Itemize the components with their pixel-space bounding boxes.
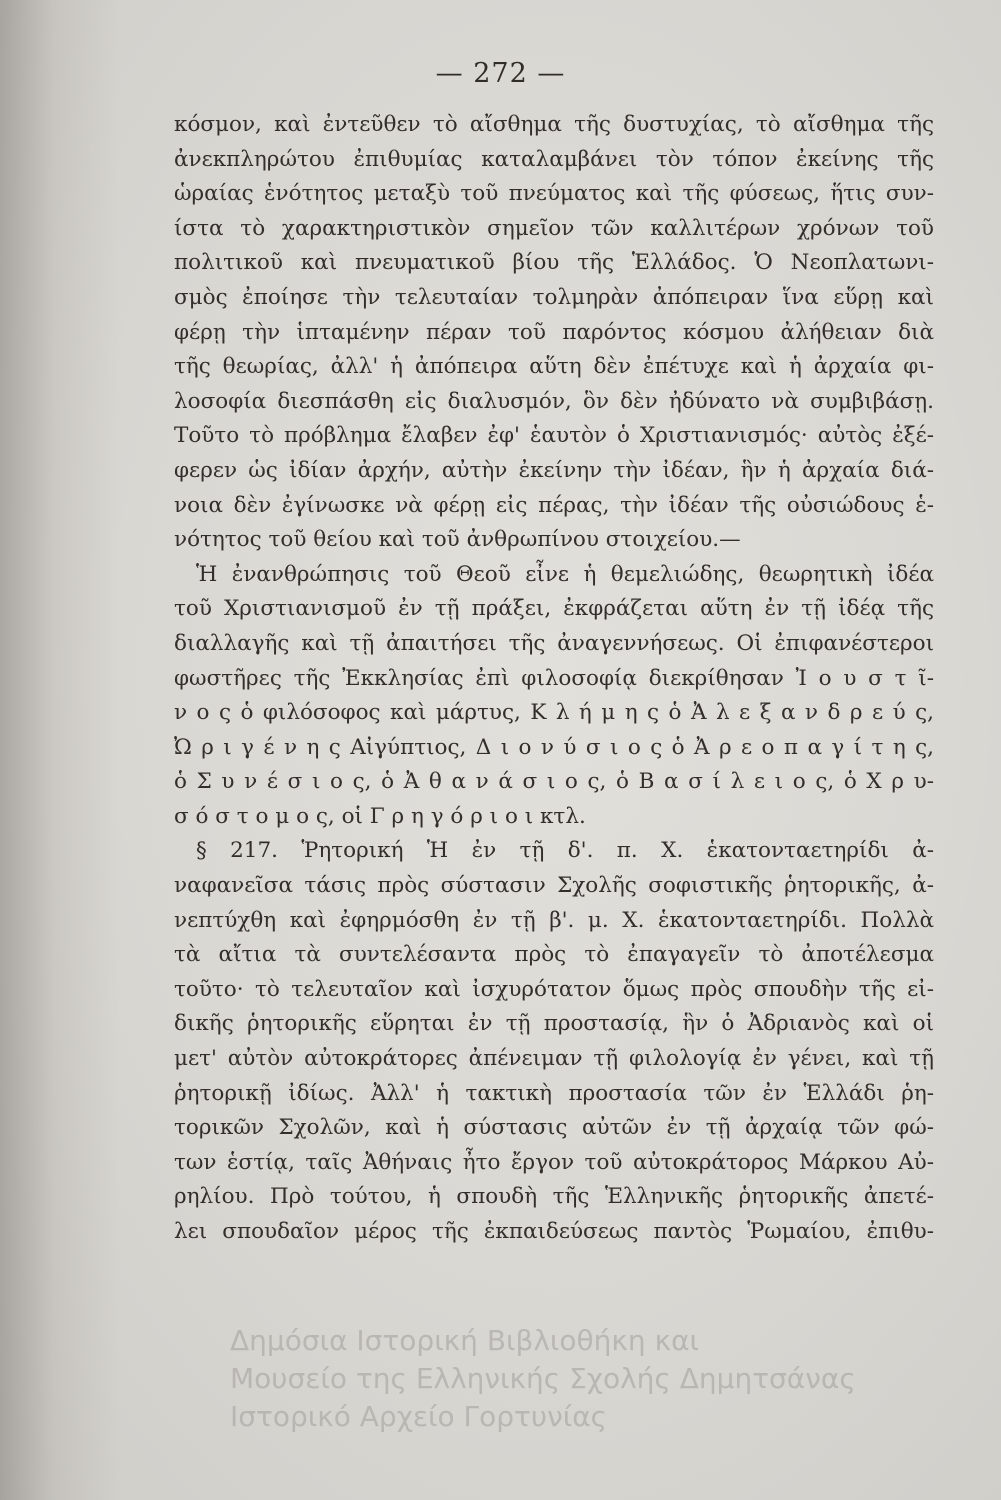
text-line: ὡραίας ἑνότητος μεταξὺ τοῦ πνεύματος καὶ τῆς φύσεως, ἥτις συν- <box>174 181 934 207</box>
text-line: ρηλίου. Πρὸ τούτου, ἡ σπουδὴ τῆς Ἑλληνικῆς ῥητορικῆς ἀπετέ- <box>174 1184 934 1210</box>
watermark-line: Μουσείο της Ελληνικής Σχολής Δημητσάνας <box>230 1362 856 1395</box>
text-line: νοια δὲν ἐγίνωσκε νὰ φέρῃ εἰς πέρας, τὴν ἰδέαν τῆς οὐσιώδους ἑ- <box>174 492 934 518</box>
text-line: πολιτικοῦ καὶ πνευματικοῦ βίου τῆς Ἑλλάδος. Ὁ Νεοπλατωνι- <box>174 250 934 276</box>
text-line: τῆς θεωρίας, ἀλλ' ἡ ἀπόπειρα αὕτη δὲν ἐπέτυχε καὶ ἡ ἀρχαία φι- <box>174 354 934 380</box>
text-line: Ἡ ἐνανθρώπησις τοῦ Θεοῦ εἶνε ἡ θεμελιώδης, θεωρητικὴ ἰδέα <box>196 561 934 587</box>
text-line: φερεν ὡς ἰδίαν ἀρχήν, αὐτὴν ἐκείνην τὴν ἰδέαν, ἣν ἡ ἀρχαία διά- <box>174 457 934 483</box>
text-line: σ ό σ τ ο μ ο ς, οἱ Γ ρ η γ ό ρ ι ο ι κτλ. <box>174 803 586 829</box>
text-line: ἀνεκπληρώτου ἐπιθυμίας καταλαμβάνει τὸν τόπον ἐκείνης τῆς <box>174 146 934 172</box>
text-line: ῥητορικῇ ἰδίως. Ἀλλ' ἡ τακτικὴ προστασία τῶν ἐν Ἑλλάδι ῥη- <box>174 1080 934 1106</box>
text-line: ίστα τὸ χαρακτηριστικὸν σημεῖον τῶν καλλιτέρων χρόνων τοῦ <box>174 215 934 241</box>
text-line: τοῦτο· τὸ τελευταῖον καὶ ἰσχυρότατον ὅμως πρὸς σπουδὴν τῆς εἰ- <box>174 976 934 1002</box>
text-line: σμὸς ἐποίησε τὴν τελευταίαν τολμηρὰν ἀπόπειραν ἵνα εὕρῃ καὶ <box>174 284 934 310</box>
library-watermark <box>190 1322 950 1436</box>
text-line: μετ' αὐτὸν αὐτοκράτορες ἀπένειμαν τῇ φιλολογίᾳ ἐν γένει, καὶ τῇ <box>174 1046 934 1072</box>
text-line: Τοῦτο τὸ πρόβλημα ἔλαβεν ἐφ' ἑαυτὸν ὁ Χριστιανισμός· αὐτὸς ἐξέ- <box>174 423 934 449</box>
text-line: διαλλαγῆς καὶ τῇ ἀπαιτήσει τῆς ἀναγεννήσεως. Οἱ ἐπιφανέστεροι <box>174 630 934 656</box>
binding-shadow <box>0 0 120 1500</box>
text-line: δικῆς ῥητορικῆς εὕρηται ἐν τῇ προστασίᾳ, ἣν ὁ Ἀδριανὸς καὶ οἱ <box>174 1011 934 1037</box>
watermark-line: Δημόσια Ιστορική Βιβλιοθήκη και <box>230 1324 699 1357</box>
text-line: ναφανεῖσα τάσις πρὸς σύστασιν Σχολῆς σοφιστικῆς ῥητορικῆς, ἀ- <box>174 873 934 899</box>
text-line: τοῦ Χριστιανισμοῦ ἐν τῇ πράξει, ἐκφράζεται αὕτη ἐν τῇ ἰδέᾳ τῆς <box>174 596 934 622</box>
text-line: τὰ αἴτια τὰ συντελέσαντα πρὸς τὸ ἐπαγαγεῖν τὸ ἀποτέλεσμα <box>174 942 934 968</box>
text-line: Ὠ ρ ι γ έ ν η ς Αἰγύπτιος, Δ ι ο ν ύ σ ι ο ς ὁ Ἀ ρ ε ο π α γ ί τ η ς, <box>174 734 934 760</box>
text-line: νεπτύχθη καὶ ἐφηρμόσθη ἐν τῇ β'. μ. Χ. ἑκατονταετηρίδι. Πολλὰ <box>174 907 934 933</box>
text-line: φωστῆρες τῆς Ἐκκλησίας ἐπὶ φιλοσοφίᾳ διεκρίθησαν Ἰ ο υ σ τ ῖ- <box>174 665 934 691</box>
page-number: — 272 — <box>435 58 566 89</box>
watermark-line: Ιστορικό Αρχείο Γορτυνίας <box>230 1400 608 1433</box>
text-line: ὁ Σ υ ν έ σ ι ο ς, ὁ Ἀ θ α ν ά σ ι ο ς, ὁ Β α σ ί λ ε ι ο ς, ὁ Χ ρ υ- <box>174 769 934 795</box>
text-line: λει σπουδαῖον μέρος τῆς ἐκπαιδεύσεως παντὸς Ῥωμαίου, ἐπιθυ- <box>174 1219 934 1244</box>
body-text <box>174 108 934 1250</box>
text-line: τορικῶν Σχολῶν, καὶ ἡ σύστασις αὐτῶν ἐν τῇ ἀρχαίᾳ τῶν φώ- <box>174 1115 934 1141</box>
text-line: των ἑστίᾳ, ταῖς Ἀθήναις ἦτο ἔργον τοῦ αὐτοκράτορος Μάρκου Αὐ- <box>174 1149 934 1175</box>
section-heading-line: § 217. Ῥητορική Ἡ ἐν τῇ δ'. π. Χ. ἑκατονταετηρίδι ἀ- <box>196 838 934 864</box>
text-line: νότητος τοῦ θείου καὶ τοῦ ἀνθρωπίνου στοιχείου.— <box>174 527 741 553</box>
text-line: κόσμον, καὶ ἐντεῦθεν τὸ αἴσθημα τῆς δυστυχίας, τὸ αἴσθημα τῆς <box>174 112 934 137</box>
text-line: λοσοφία διεσπάσθη εἰς διαλυσμόν, ὃν δὲν ἠδύνατο νὰ συμβιβάσῃ. <box>174 388 934 414</box>
text-line: φέρῃ τὴν ἱπταμένην πέραν τοῦ παρόντος κόσμου ἀλήθειαν διὰ <box>174 319 934 345</box>
text-line: ν ο ς ὁ φιλόσοφος καὶ μάρτυς, Κ λ ή μ η ς ὁ Ἀ λ ε ξ α ν δ ρ ε ύ ς, <box>174 700 934 726</box>
